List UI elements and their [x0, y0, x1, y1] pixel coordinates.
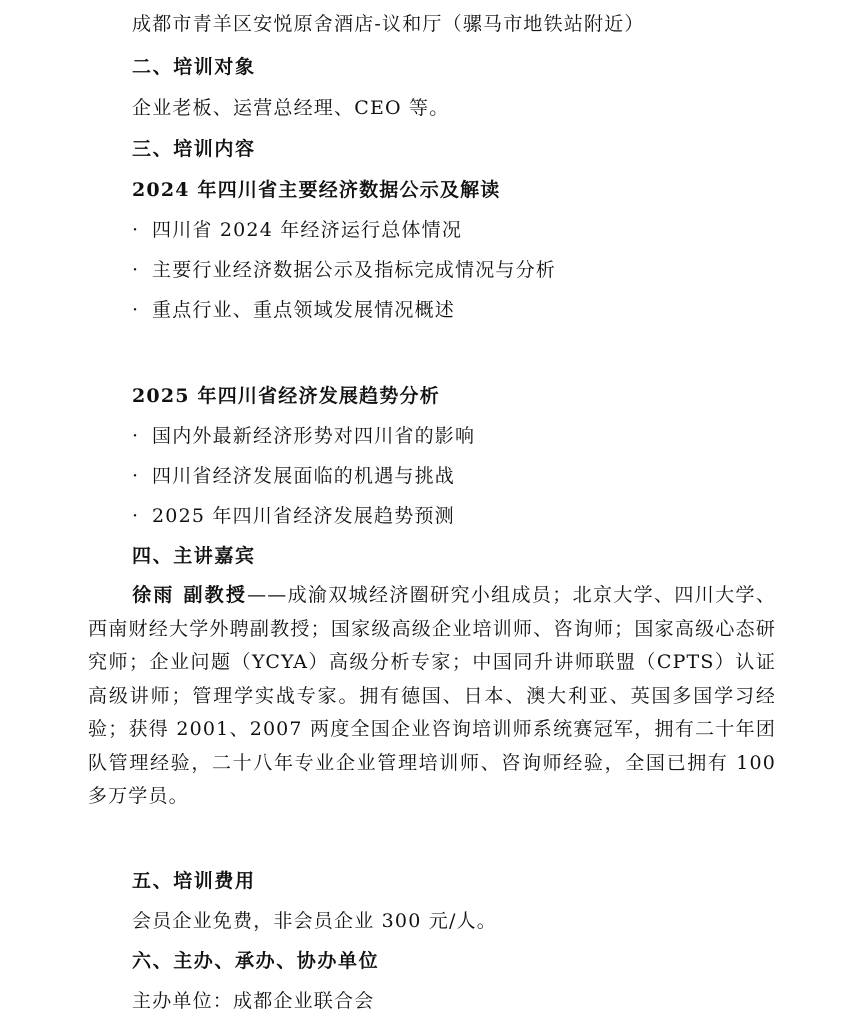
- section-heading-content: 三、培训内容: [132, 138, 256, 160]
- fee-text: 会员企业免费，非会员企业 300 元/人。: [132, 910, 497, 932]
- speaker-bio: ——成渝双城经济圈研究小组成员；北京大学、四川大学、西南财经大学外聘副教授；国家级高级企业培训师、咨询师；国家高级心态研究师；企业问题（YCYA）高级分析专家；中国同升讲师联盟（CPTS）认证高级讲师；管理学实战专家。拥有德国、日本、澳大利亚、英国多国学习经验；获得 2001、2007 两度全国企业咨询培训师系统赛冠军，拥有二十年团队管理经验，二十八年专业企业管理培训师、咨询师经验，全国已拥有 100 多万学员。: [88, 584, 776, 807]
- speaker-paragraph: [88, 579, 776, 814]
- bullet-icon: ·: [132, 259, 140, 281]
- list-item-text: 四川省经济发展面临的机遇与挑战: [152, 465, 456, 487]
- list-item-text: 国内外最新经济形势对四川省的影响: [152, 425, 476, 447]
- section-heading-speaker: 四、主讲嘉宾: [132, 545, 256, 567]
- list-item-text: 2025 年四川省经济发展趋势预测: [152, 505, 455, 527]
- list-item: [132, 425, 475, 447]
- bullet-icon: ·: [132, 299, 140, 321]
- location-line: 成都市青羊区安悦原舍酒店-议和厅（骡马市地铁站附近）: [132, 13, 645, 35]
- list-item: [132, 219, 462, 241]
- audience-text: 企业老板、运营总经理、CEO 等。: [132, 97, 450, 119]
- bullet-icon: ·: [132, 425, 140, 447]
- content-part1-title: 2024 年四川省主要经济数据公示及解读: [132, 179, 501, 201]
- content-part2-title: 2025 年四川省经济发展趋势分析: [132, 385, 440, 407]
- list-item: [132, 299, 455, 321]
- list-item-text: 重点行业、重点领域发展情况概述: [152, 299, 456, 321]
- list-item: [132, 259, 556, 281]
- speaker-name: 徐雨 副教授: [132, 584, 248, 606]
- list-item: [132, 465, 455, 487]
- list-item: [132, 505, 455, 527]
- bullet-icon: ·: [132, 465, 140, 487]
- section-heading-fee: 五、培训费用: [132, 870, 256, 892]
- bullet-icon: ·: [132, 505, 140, 527]
- list-item-text: 主要行业经济数据公示及指标完成情况与分析: [152, 259, 557, 281]
- organizer-text: 主办单位：成都企业联合会: [132, 990, 375, 1012]
- section-heading-organizers: 六、主办、承办、协办单位: [132, 950, 380, 972]
- list-item-text: 四川省 2024 年经济运行总体情况: [152, 219, 463, 241]
- section-heading-audience: 二、培训对象: [132, 56, 256, 78]
- bullet-icon: ·: [132, 219, 140, 241]
